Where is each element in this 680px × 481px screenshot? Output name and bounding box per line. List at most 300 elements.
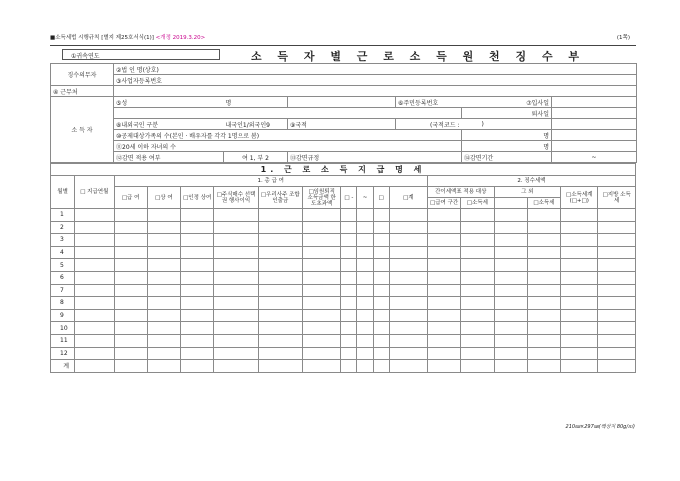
amount-cell[interactable]	[389, 334, 427, 347]
withholding-ledger-form	[50, 45, 636, 373]
amount-cell[interactable]	[75, 309, 114, 322]
amount-cell[interactable]	[561, 322, 598, 335]
salary-header: □급 여	[114, 187, 147, 209]
amount-cell[interactable]	[373, 309, 389, 322]
amount-cell[interactable]	[341, 246, 357, 259]
amount-cell[interactable]	[258, 347, 302, 360]
amount-cell[interactable]	[303, 322, 341, 335]
amount-cell[interactable]	[75, 271, 114, 284]
amount-cell[interactable]	[75, 334, 114, 347]
amount-cell[interactable]	[303, 347, 341, 360]
amount-cell[interactable]	[258, 284, 302, 297]
amount-cell[interactable]	[389, 259, 427, 272]
amount-cell[interactable]	[461, 334, 494, 347]
month-number: 6	[51, 271, 75, 284]
amount-cell[interactable]	[341, 284, 357, 297]
amount-cell[interactable]	[494, 259, 527, 272]
amount-cell[interactable]	[461, 309, 494, 322]
amount-cell[interactable]	[147, 334, 180, 347]
month-row	[51, 259, 636, 272]
amount-cell[interactable]	[561, 221, 598, 234]
form-source: ■소득세법 시행규칙 [별지 제25호서식(1)] <개정 2019.3.20>	[50, 35, 206, 41]
withholding-group-header: 2. 징수세액	[428, 176, 636, 187]
amount-cell[interactable]	[214, 221, 258, 234]
amount-cell[interactable]	[181, 271, 214, 284]
amount-cell[interactable]	[373, 360, 389, 373]
month-row	[51, 334, 636, 347]
month-row	[51, 284, 636, 297]
amount-cell[interactable]	[389, 347, 427, 360]
amount-cell[interactable]	[114, 297, 147, 310]
amount-cell[interactable]	[75, 297, 114, 310]
amount-cell[interactable]	[598, 284, 636, 297]
dependents-field[interactable]	[552, 130, 637, 141]
amount-cell[interactable]	[561, 209, 598, 222]
amount-cell[interactable]	[461, 360, 494, 373]
amount-cell[interactable]	[303, 259, 341, 272]
amount-cell[interactable]	[357, 309, 373, 322]
income-tax-header-2: □소득세	[527, 198, 560, 209]
amount-cell[interactable]	[428, 271, 461, 284]
month-number: 8	[51, 297, 75, 310]
residency-value[interactable]: 내국인1/외국인9	[224, 119, 288, 130]
amount-cell[interactable]	[373, 259, 389, 272]
amount-cell[interactable]	[561, 246, 598, 259]
amount-cell[interactable]	[527, 246, 560, 259]
amount-cell[interactable]	[428, 246, 461, 259]
amount-cell[interactable]	[598, 360, 636, 373]
amount-cell[interactable]	[181, 234, 214, 247]
amount-cell[interactable]	[561, 347, 598, 360]
reduction-value[interactable]: 여 1, 부 2	[224, 152, 288, 163]
amount-cell[interactable]	[494, 234, 527, 247]
amount-cell[interactable]	[373, 334, 389, 347]
amount-cell[interactable]	[598, 334, 636, 347]
month-number: 1	[51, 209, 75, 222]
form-title: 소 득 자 별 근 로 소 득 원 천 징 수 부	[250, 50, 586, 63]
amount-cell[interactable]	[357, 360, 373, 373]
amount-cell[interactable]	[147, 209, 180, 222]
amount-cell[interactable]	[598, 297, 636, 310]
amount-cell[interactable]	[114, 347, 147, 360]
amount-cell[interactable]	[461, 297, 494, 310]
month-row	[51, 234, 636, 247]
amount-cell[interactable]	[181, 246, 214, 259]
month-number: 10	[51, 322, 75, 335]
amount-cell[interactable]	[461, 271, 494, 284]
amount-cell[interactable]	[373, 322, 389, 335]
amount-cell[interactable]	[341, 221, 357, 234]
amount-cell[interactable]	[373, 297, 389, 310]
name-label: ⑤성	[114, 97, 224, 108]
amount-cell[interactable]	[303, 271, 341, 284]
amount-cell[interactable]	[598, 209, 636, 222]
nation-code-field[interactable]	[552, 119, 637, 130]
amount-cell[interactable]	[373, 271, 389, 284]
amount-cell[interactable]	[561, 271, 598, 284]
amount-cell[interactable]	[258, 271, 302, 284]
payer-section-label: 징수의무자	[51, 64, 114, 86]
total-row	[51, 360, 636, 373]
revision-date: <개정 2019.3.20>	[155, 35, 206, 41]
amount-cell[interactable]	[258, 297, 302, 310]
children-field[interactable]	[552, 141, 637, 152]
bonus-header: □상 여	[147, 187, 180, 209]
pay-bracket-header: □급여 구간	[428, 198, 461, 209]
amount-cell[interactable]	[494, 209, 527, 222]
amount-cell[interactable]	[373, 347, 389, 360]
amount-cell[interactable]	[389, 234, 427, 247]
amount-cell[interactable]	[561, 360, 598, 373]
amount-cell[interactable]	[428, 297, 461, 310]
amount-cell[interactable]	[341, 271, 357, 284]
amount-cell[interactable]	[258, 334, 302, 347]
amount-cell[interactable]	[114, 246, 147, 259]
amount-cell[interactable]	[389, 221, 427, 234]
amount-cell[interactable]	[357, 271, 373, 284]
amount-cell[interactable]	[494, 221, 527, 234]
amount-cell[interactable]	[428, 322, 461, 335]
amount-cell[interactable]	[389, 309, 427, 322]
amount-cell[interactable]	[114, 322, 147, 335]
amount-cell[interactable]	[181, 322, 214, 335]
amount-cell[interactable]	[341, 322, 357, 335]
amount-cell[interactable]	[389, 284, 427, 297]
amount-cell[interactable]	[494, 347, 527, 360]
rrn-label: ⑥주민등록번호	[396, 97, 462, 108]
amount-cell[interactable]	[75, 221, 114, 234]
amount-cell[interactable]	[598, 259, 636, 272]
name-field[interactable]	[288, 97, 396, 108]
amount-cell[interactable]	[114, 271, 147, 284]
section1-title: 1. 근 로 소 득 지 급 명 세	[51, 164, 636, 176]
amount-cell[interactable]	[373, 234, 389, 247]
amount-cell[interactable]	[114, 360, 147, 373]
amount-cell[interactable]	[303, 334, 341, 347]
amount-cell[interactable]	[147, 347, 180, 360]
amount-cell[interactable]	[258, 209, 302, 222]
amount-cell[interactable]	[461, 234, 494, 247]
amount-cell[interactable]	[598, 309, 636, 322]
amount-cell[interactable]	[389, 297, 427, 310]
amount-cell[interactable]	[561, 234, 598, 247]
amount-cell[interactable]	[494, 334, 527, 347]
amount-cell[interactable]	[75, 209, 114, 222]
amount-cell[interactable]	[428, 334, 461, 347]
nation-code-label: (국적코드 :	[396, 119, 462, 130]
amount-cell[interactable]	[494, 297, 527, 310]
children-label: ⑪20세 이하 자녀의 수	[114, 141, 462, 152]
amount-cell[interactable]	[114, 284, 147, 297]
amount-cell[interactable]	[561, 334, 598, 347]
amount-cell[interactable]	[114, 334, 147, 347]
month-row	[51, 347, 636, 360]
amount-cell[interactable]	[147, 259, 180, 272]
amount-cell[interactable]	[341, 334, 357, 347]
reduction-rule-label: ⑬감면규정	[288, 152, 462, 163]
month-number: 11	[51, 334, 75, 347]
amount-cell[interactable]	[147, 234, 180, 247]
name-rrn-spacer	[114, 108, 462, 119]
amount-cell[interactable]	[527, 221, 560, 234]
amount-cell[interactable]	[341, 259, 357, 272]
amount-cell[interactable]	[527, 234, 560, 247]
amount-cell[interactable]	[258, 360, 302, 373]
workplace-label: ④ 근무처	[51, 86, 114, 97]
amount-cell[interactable]	[214, 297, 258, 310]
amount-cell[interactable]	[214, 322, 258, 335]
amount-cell[interactable]	[494, 271, 527, 284]
amount-cell[interactable]	[147, 322, 180, 335]
amount-cell[interactable]	[373, 246, 389, 259]
month-row	[51, 209, 636, 222]
amount-cell[interactable]	[598, 246, 636, 259]
amount-cell[interactable]	[494, 309, 527, 322]
amount-cell[interactable]	[357, 297, 373, 310]
amount-cell[interactable]	[303, 209, 341, 222]
amount-cell[interactable]	[598, 221, 636, 234]
stock-option-header: □주식매수 선택권 행사이익	[214, 187, 258, 209]
amount-cell[interactable]	[357, 347, 373, 360]
amount-cell[interactable]	[258, 259, 302, 272]
amount-cell[interactable]	[561, 259, 598, 272]
amount-cell[interactable]	[214, 334, 258, 347]
amount-cell[interactable]	[428, 284, 461, 297]
amount-cell[interactable]	[527, 360, 560, 373]
amount-cell[interactable]	[428, 347, 461, 360]
month-number: 2	[51, 221, 75, 234]
amount-cell[interactable]	[373, 221, 389, 234]
residency-label: ⑧내외국인 구분	[114, 119, 224, 130]
amount-cell[interactable]	[181, 284, 214, 297]
amount-cell[interactable]	[428, 309, 461, 322]
month-number: 9	[51, 309, 75, 322]
amount-cell[interactable]	[147, 221, 180, 234]
amount-cell[interactable]	[494, 284, 527, 297]
payment-detail-table	[50, 163, 636, 373]
amount-cell[interactable]	[461, 347, 494, 360]
amount-cell[interactable]	[75, 347, 114, 360]
amount-cell[interactable]	[494, 246, 527, 259]
amount-cell[interactable]	[461, 322, 494, 335]
amount-cell[interactable]	[114, 221, 147, 234]
amount-cell[interactable]	[389, 271, 427, 284]
amount-cell[interactable]	[303, 284, 341, 297]
tilde-header: ~	[357, 187, 373, 209]
amount-cell[interactable]	[357, 234, 373, 247]
amount-cell[interactable]	[303, 234, 341, 247]
attribution-year-field[interactable]: ①귀속연도	[62, 49, 220, 60]
amount-cell[interactable]	[114, 209, 147, 222]
amount-cell[interactable]	[527, 322, 560, 335]
amount-cell[interactable]	[357, 221, 373, 234]
amount-cell[interactable]	[147, 246, 180, 259]
amount-cell[interactable]	[428, 234, 461, 247]
amount-cell[interactable]	[147, 284, 180, 297]
workplace-field[interactable]	[114, 86, 637, 97]
name-label-suffix: 명	[224, 97, 288, 108]
leave-date-label: 퇴사일	[462, 108, 552, 119]
amount-cell[interactable]	[214, 246, 258, 259]
amount-cell[interactable]	[303, 309, 341, 322]
reduction-label: ⑫감면 적용 여부	[114, 152, 224, 163]
amount-cell[interactable]	[357, 246, 373, 259]
amount-cell[interactable]	[75, 322, 114, 335]
amount-cell[interactable]	[214, 347, 258, 360]
amount-cell[interactable]	[341, 309, 357, 322]
dependents-label: ⑩공제대상가족의 수(본인 · 배우자를 각각 1명으로 봄)	[114, 130, 462, 141]
amount-cell[interactable]	[341, 360, 357, 373]
amount-cell[interactable]	[527, 334, 560, 347]
amount-cell[interactable]	[461, 209, 494, 222]
amount-cell[interactable]	[258, 309, 302, 322]
amount-cell[interactable]	[428, 209, 461, 222]
amount-cell[interactable]	[527, 209, 560, 222]
blank-header-2: □	[373, 187, 389, 209]
amount-cell[interactable]	[214, 259, 258, 272]
month-row	[51, 322, 636, 335]
amount-cell[interactable]	[389, 209, 427, 222]
blank-header-1: □ -	[341, 187, 357, 209]
amount-cell[interactable]	[258, 322, 302, 335]
amount-cell[interactable]	[75, 360, 114, 373]
amount-cell[interactable]	[341, 209, 357, 222]
amount-cell[interactable]	[598, 347, 636, 360]
amount-cell[interactable]	[303, 297, 341, 310]
amount-cell[interactable]	[527, 347, 560, 360]
amount-cell[interactable]	[357, 322, 373, 335]
month-number: 4	[51, 246, 75, 259]
amount-cell[interactable]	[494, 322, 527, 335]
amount-cell[interactable]	[461, 246, 494, 259]
reduction-period-label: ⑭감면기간	[462, 152, 552, 163]
amount-cell[interactable]	[527, 309, 560, 322]
amount-cell[interactable]	[181, 309, 214, 322]
amount-cell[interactable]	[114, 259, 147, 272]
amount-cell[interactable]	[341, 234, 357, 247]
income-tax-header-1: □소득세	[461, 198, 494, 209]
amount-cell[interactable]	[494, 360, 527, 373]
amount-cell[interactable]	[461, 259, 494, 272]
month-row	[51, 246, 636, 259]
amount-cell[interactable]	[214, 309, 258, 322]
amount-cell[interactable]	[114, 234, 147, 247]
amount-cell[interactable]	[258, 246, 302, 259]
amount-cell[interactable]	[527, 259, 560, 272]
amount-cell[interactable]	[598, 234, 636, 247]
corp-name-field[interactable]: ②법 인 명(상호)	[114, 64, 637, 75]
earner-section-label: 소 득 자	[51, 97, 114, 163]
amount-cell[interactable]	[303, 360, 341, 373]
exec-retire-header: □임원퇴직 소득금액 한도초과액	[303, 187, 341, 209]
amount-cell[interactable]	[561, 309, 598, 322]
amount-cell[interactable]	[428, 360, 461, 373]
amount-cell[interactable]	[147, 360, 180, 373]
amount-cell[interactable]	[357, 209, 373, 222]
amount-cell[interactable]	[214, 271, 258, 284]
amount-cell[interactable]	[258, 234, 302, 247]
reduction-period-separator[interactable]: ~	[552, 152, 637, 163]
amount-cell[interactable]	[527, 271, 560, 284]
amount-cell[interactable]	[147, 271, 180, 284]
total-pay-group-header: 1. 총 급 여	[114, 176, 428, 187]
amount-cell[interactable]	[75, 259, 114, 272]
other-spacer-header	[494, 198, 527, 209]
amount-cell[interactable]	[389, 322, 427, 335]
title-bar	[50, 46, 636, 63]
amount-cell[interactable]	[461, 221, 494, 234]
amount-cell[interactable]	[527, 284, 560, 297]
amount-cell[interactable]	[357, 334, 373, 347]
amount-cell[interactable]	[75, 234, 114, 247]
amount-cell[interactable]	[258, 221, 302, 234]
esop-header: □우리사주 조합 인출금	[258, 187, 302, 209]
month-row	[51, 221, 636, 234]
amount-cell[interactable]	[561, 284, 598, 297]
amount-cell[interactable]	[181, 360, 214, 373]
info-table	[50, 63, 637, 163]
amount-cell[interactable]	[373, 284, 389, 297]
amount-cell[interactable]	[181, 334, 214, 347]
form-header	[50, 33, 630, 43]
amount-cell[interactable]	[181, 221, 214, 234]
paper-spec: 210㎜×297㎜(백상지 80g/㎡)	[565, 424, 635, 430]
join-date-field[interactable]	[552, 97, 637, 108]
month-number: 3	[51, 234, 75, 247]
leave-date-field[interactable]	[552, 108, 637, 119]
other-header: 그 외	[494, 187, 561, 198]
amount-cell[interactable]	[389, 246, 427, 259]
amount-cell[interactable]	[303, 221, 341, 234]
amount-cell[interactable]	[428, 259, 461, 272]
amount-cell[interactable]	[561, 297, 598, 310]
amount-cell[interactable]	[598, 322, 636, 335]
amount-cell[interactable]	[461, 284, 494, 297]
pay-date-header: □ 지급연월	[75, 176, 114, 209]
amount-cell[interactable]	[181, 347, 214, 360]
biz-reg-field[interactable]: ③사업자등록번호	[114, 75, 637, 86]
amount-cell[interactable]	[214, 234, 258, 247]
month-number: 12	[51, 347, 75, 360]
amount-cell[interactable]	[75, 284, 114, 297]
amount-cell[interactable]	[341, 347, 357, 360]
amount-cell[interactable]	[114, 309, 147, 322]
amount-cell[interactable]	[527, 297, 560, 310]
amount-cell[interactable]	[357, 284, 373, 297]
amount-cell[interactable]	[357, 259, 373, 272]
amount-cell[interactable]	[181, 209, 214, 222]
nationality-label: ⑨국적	[288, 119, 396, 130]
amount-cell[interactable]	[598, 271, 636, 284]
amount-cell[interactable]	[214, 209, 258, 222]
children-unit: 명	[462, 141, 552, 152]
amount-cell[interactable]	[428, 221, 461, 234]
amount-cell[interactable]	[214, 360, 258, 373]
amount-cell[interactable]	[147, 297, 180, 310]
dependents-unit: 명	[462, 130, 552, 141]
amount-cell[interactable]	[389, 360, 427, 373]
local-tax-header: □지방 소득세	[598, 187, 636, 209]
amount-cell[interactable]	[181, 259, 214, 272]
amount-cell[interactable]	[214, 284, 258, 297]
amount-cell[interactable]	[303, 246, 341, 259]
amount-cell[interactable]	[373, 209, 389, 222]
income-tax-total-header: □소득세계 (□+□)	[561, 187, 598, 209]
amount-cell[interactable]	[341, 297, 357, 310]
amount-cell[interactable]	[75, 246, 114, 259]
amount-cell[interactable]	[147, 309, 180, 322]
amount-cell[interactable]	[181, 297, 214, 310]
